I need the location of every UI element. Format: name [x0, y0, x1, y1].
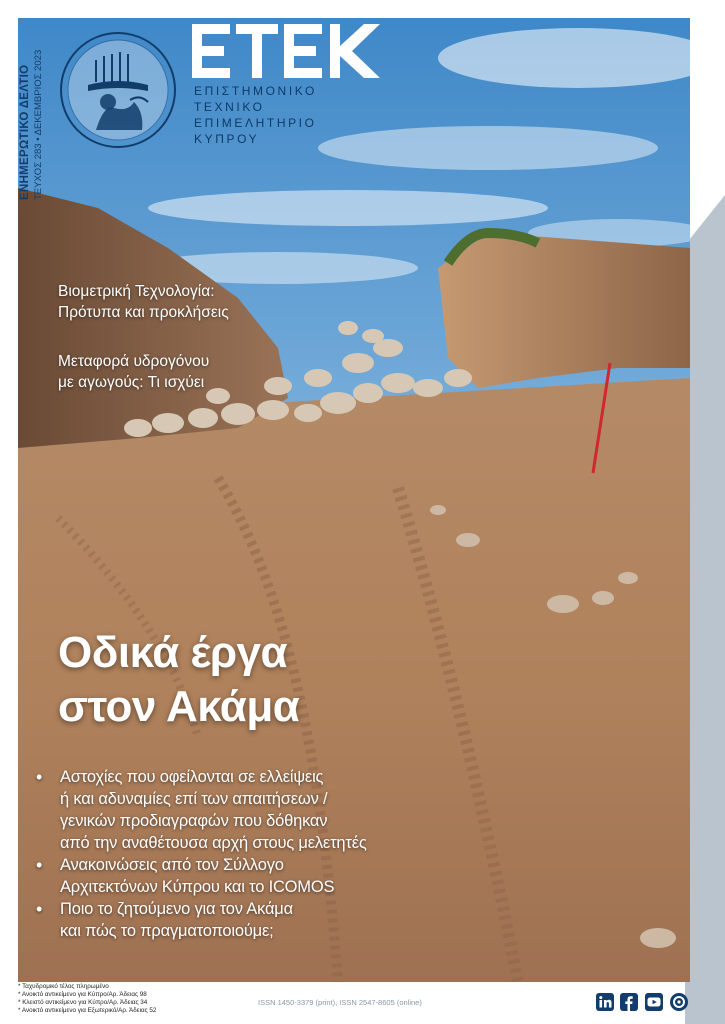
cover-bullet-list: [36, 766, 636, 942]
bullet-item: [36, 854, 636, 898]
headline-line: στον Ακάμα: [58, 682, 300, 731]
org-line: ΤΕΧΝΙΚΟ: [194, 100, 265, 114]
bullet-line: Ποιο το ζητούμενο για τον Ακάμα: [60, 900, 293, 918]
postal-note: * Ανοικτό αντικείμενο για Κύπρο/Αρ. Άδειας 98: [18, 991, 147, 998]
bullet-dot-icon: •: [36, 899, 43, 919]
cover-headline: [58, 626, 299, 734]
issn-line: ISSN 1450-3379 (print), ISSN 2547-8605 (online): [258, 998, 422, 1007]
org-line: ΕΠΙΜΕΛΗΤΗΡΙΟ: [194, 116, 317, 130]
teaser-line: με αγωγούς: Τι ισχύει: [58, 374, 205, 391]
postal-notes: [18, 983, 156, 1015]
teaser-hydrogen: [58, 351, 209, 393]
teaser-line: Πρότυπα και προκλήσεις: [58, 304, 229, 321]
website-icon[interactable]: [670, 993, 688, 1011]
bullet-line: γενικών προδιαγραφών που δόθηκαν: [60, 812, 328, 830]
bulletin-vertical-label: [20, 50, 43, 200]
teaser-biometrics: [58, 281, 229, 323]
bullet-line: Ανακοινώσεις από τον Σύλλογο: [60, 856, 284, 874]
postal-note: * Ανοικτό αντικείμενο για Εξωτερικό/Αρ. Άδειας 52: [18, 1007, 157, 1014]
organization-name: [194, 83, 317, 147]
bullet-item: [36, 898, 636, 942]
bullet-item: [36, 766, 636, 854]
bulletin-title: ΕΝΗΜΕΡΩΤΙΚΟ ΔΕΛΤΙΟ: [19, 64, 31, 200]
headline-line: Οδικά έργα: [58, 628, 288, 677]
teaser-line: Βιομετρική Τεχνολογία:: [58, 283, 215, 300]
teaser-line: Μεταφορά υδρογόνου: [58, 353, 210, 370]
linkedin-icon[interactable]: [596, 993, 614, 1011]
bullet-line: από την αναθέτουσα αρχή στους μελετητές: [60, 834, 367, 852]
postal-note: * Κλειστό αντικείμενο για Κύπρο/Αρ. Άδειας 34: [18, 999, 148, 1006]
postal-note: * Ταχυδρομικό τέλος πληρωμένο: [18, 983, 109, 990]
org-line: ΕΠΙΣΤΗΜΟΝΙΚΟ: [194, 84, 317, 98]
etek-logo: [192, 24, 382, 78]
facebook-icon[interactable]: [620, 993, 638, 1011]
bullet-line: ή και αδυναμίες επί των απαιτήσεων /: [60, 790, 328, 808]
bullet-dot-icon: •: [36, 855, 43, 875]
bullet-line: Αρχιτεκτόνων Κύπρου και το ICOMOS: [60, 878, 335, 896]
org-line: ΚΥΠΡΟΥ: [194, 132, 260, 146]
seal-emblem-icon: [58, 30, 178, 150]
youtube-icon[interactable]: [645, 993, 663, 1011]
bullet-dot-icon: •: [36, 767, 43, 787]
issue-line: ΤΕΥΧΟΣ 283 • ΔΕΚΕΜΒΡΙΟΣ 2023: [32, 49, 44, 200]
bullet-line: Αστοχίες που οφείλονται σε ελλείψεις: [60, 768, 324, 786]
decorative-wedge: [685, 0, 725, 1024]
bullet-line: και πώς το πραγματοποιούμε;: [60, 922, 274, 940]
